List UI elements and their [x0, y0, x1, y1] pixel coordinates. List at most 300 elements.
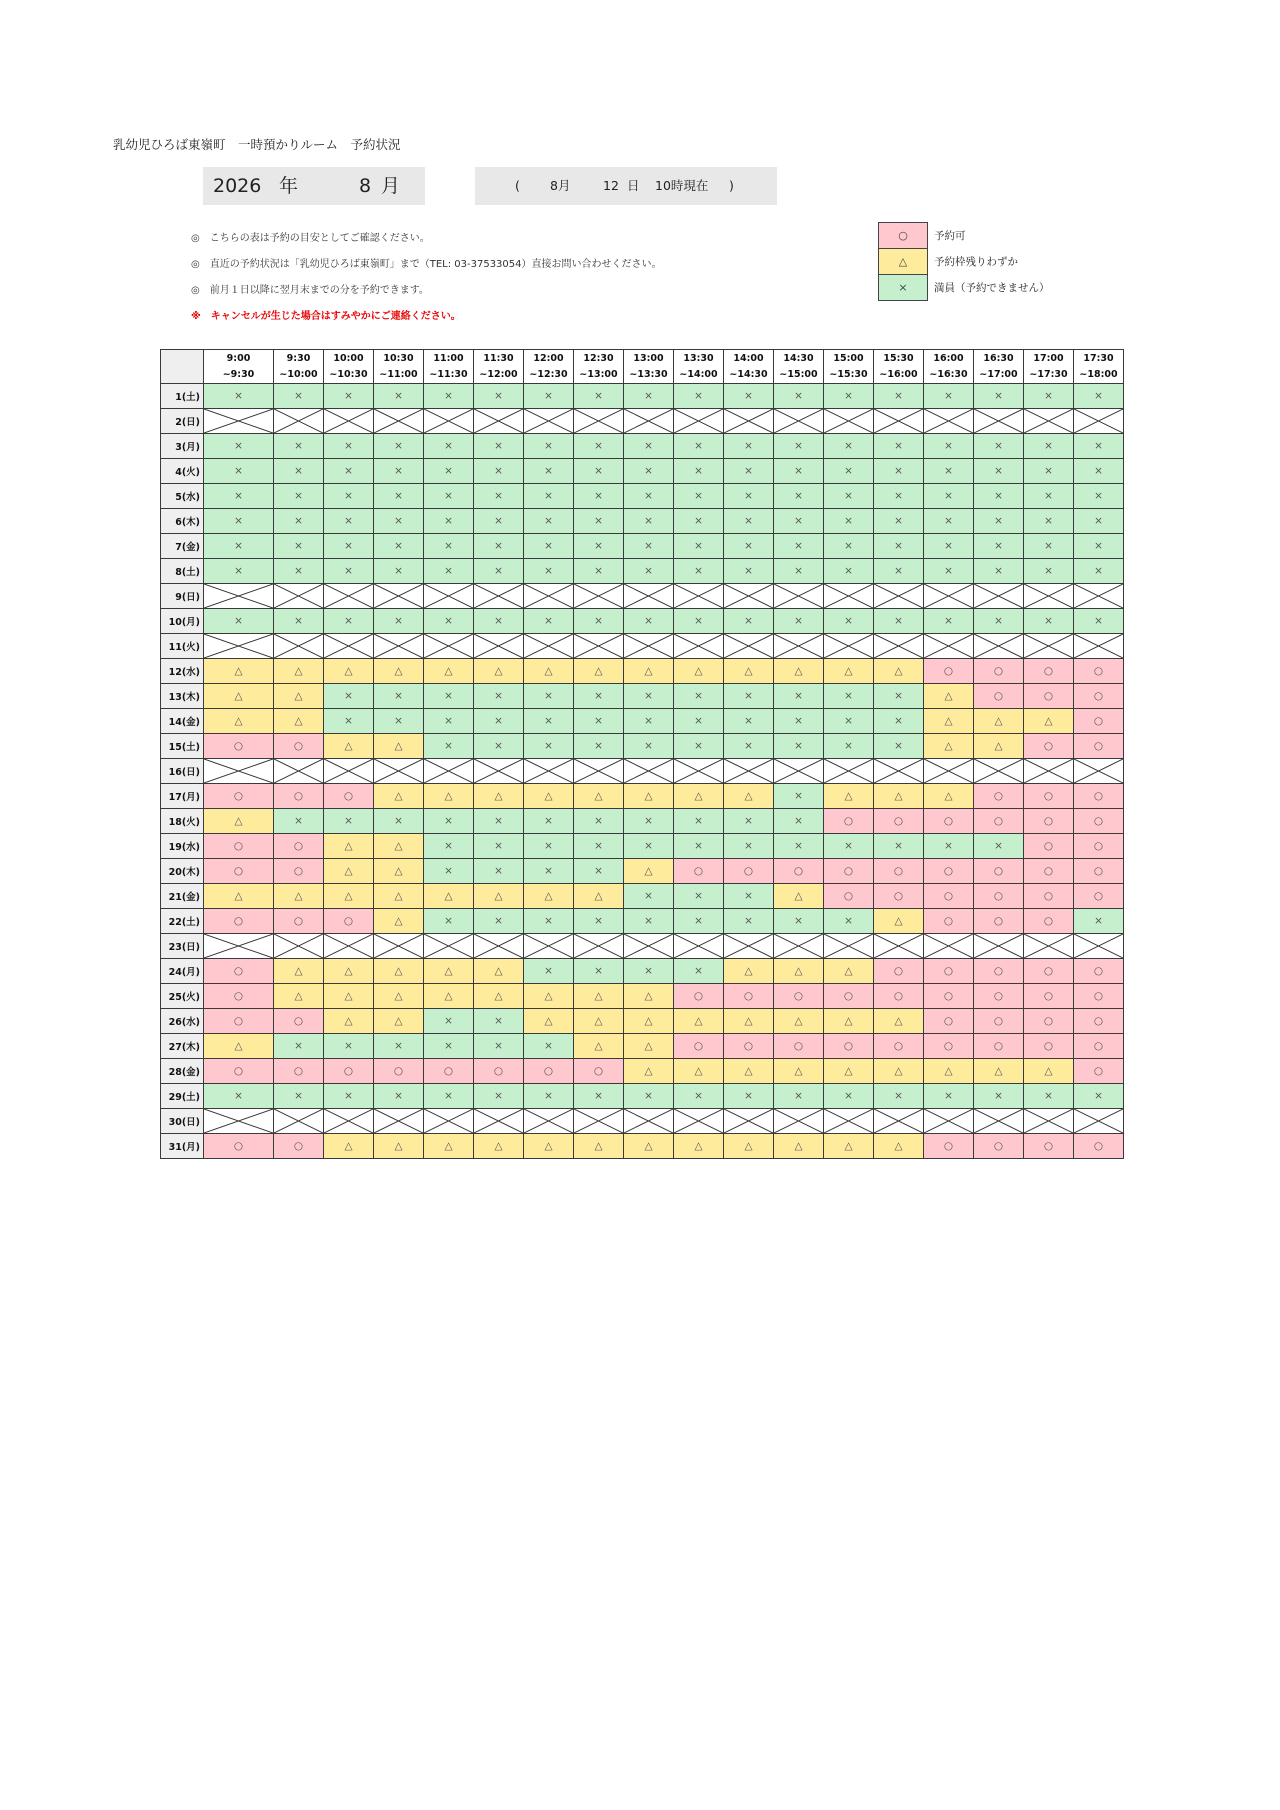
closed-cell [204, 1109, 274, 1134]
day-row [161, 984, 1124, 1009]
status-full: × [624, 484, 674, 509]
time-slot-header [974, 350, 1024, 384]
status-full: × [774, 1084, 824, 1109]
closed-cell [524, 1109, 574, 1134]
status-full: × [674, 609, 724, 634]
status-available: ○ [1024, 809, 1074, 834]
closed-cell [574, 759, 624, 784]
status-full: × [674, 684, 724, 709]
status-full: × [774, 834, 824, 859]
closed-cell [424, 634, 474, 659]
closed-cell [324, 584, 374, 609]
status-few-left: △ [204, 709, 274, 734]
status-available: ○ [204, 834, 274, 859]
status-full: × [774, 809, 824, 834]
status-available: ○ [324, 1059, 374, 1084]
status-few-left: △ [204, 884, 274, 909]
closed-cross-icon [424, 584, 473, 608]
status-full: × [374, 459, 424, 484]
closed-cell [1024, 934, 1074, 959]
closed-cross-icon [274, 584, 323, 608]
status-full: × [424, 684, 474, 709]
closed-cross-icon [274, 409, 323, 433]
status-full: × [204, 559, 274, 584]
status-full: × [274, 509, 324, 534]
note-2: ◎ 直近の予約状況は「乳幼児ひろば東嶺町」まで（TEL: 03-37533054）直接お問い合わせください。 [191, 259, 662, 270]
status-few-left: △ [274, 659, 324, 684]
status-full: × [974, 559, 1024, 584]
status-full: × [474, 709, 524, 734]
status-full: × [874, 834, 924, 859]
time-slot-header [874, 350, 924, 384]
status-full: × [724, 809, 774, 834]
status-available: ○ [924, 909, 974, 934]
slot-start: 16:00 [933, 352, 964, 364]
status-full: × [1074, 909, 1124, 934]
day-row [161, 1084, 1124, 1109]
status-available: ○ [874, 984, 924, 1009]
closed-cross-icon [724, 409, 773, 433]
status-full: × [424, 1009, 474, 1034]
closed-cell [624, 409, 674, 434]
status-full: × [574, 434, 624, 459]
status-full: × [424, 384, 474, 409]
status-few-left: △ [204, 809, 274, 834]
status-full: × [574, 484, 624, 509]
status-full: × [524, 859, 574, 884]
slot-end: ~18:00 [1079, 368, 1118, 380]
closed-cell [524, 584, 574, 609]
status-few-left: △ [474, 784, 524, 809]
day-label: 25(火) [161, 984, 204, 1009]
status-full: × [474, 684, 524, 709]
status-full: × [724, 834, 774, 859]
status-available: ○ [874, 959, 924, 984]
closed-cell [374, 759, 424, 784]
closed-cell [374, 1109, 424, 1134]
status-full: × [1024, 609, 1074, 634]
status-available: ○ [974, 684, 1024, 709]
status-full: × [474, 734, 524, 759]
closed-cross-icon [474, 934, 523, 958]
slot-start: 12:00 [533, 352, 564, 364]
status-full: × [974, 509, 1024, 534]
slot-end: ~10:00 [279, 368, 318, 380]
legend-symbol: × [879, 275, 928, 301]
closed-cell [924, 409, 974, 434]
day-label: 29(土) [161, 1084, 204, 1109]
closed-cross-icon [1074, 584, 1123, 608]
closed-cell [624, 759, 674, 784]
status-available: ○ [924, 1134, 974, 1159]
status-full: × [974, 459, 1024, 484]
status-full: × [274, 1034, 324, 1059]
status-full: × [624, 534, 674, 559]
status-full: × [204, 484, 274, 509]
status-full: × [724, 1084, 774, 1109]
status-few-left: △ [924, 734, 974, 759]
closed-cross-icon [524, 934, 573, 958]
status-available: ○ [774, 984, 824, 1009]
closed-cross-icon [1024, 934, 1073, 958]
status-available: ○ [974, 1134, 1024, 1159]
status-available: ○ [924, 959, 974, 984]
closed-cell [924, 634, 974, 659]
status-full: × [624, 959, 674, 984]
status-available: ○ [474, 1059, 524, 1084]
status-full: × [524, 434, 574, 459]
status-full: × [1024, 534, 1074, 559]
status-full: × [924, 559, 974, 584]
status-full: × [324, 484, 374, 509]
closed-cross-icon [574, 1109, 623, 1133]
status-few-left: △ [474, 984, 524, 1009]
status-few-left: △ [624, 1059, 674, 1084]
status-full: × [824, 434, 874, 459]
status-full: × [624, 884, 674, 909]
status-full: × [1024, 384, 1074, 409]
status-full: × [474, 859, 524, 884]
status-full: × [524, 459, 574, 484]
status-full: × [324, 809, 374, 834]
day-label: 1(土) [161, 384, 204, 409]
closed-cell [474, 634, 524, 659]
day-row [161, 384, 1124, 409]
status-full: × [424, 484, 474, 509]
status-available: ○ [274, 859, 324, 884]
status-full: × [324, 459, 374, 484]
status-few-left: △ [204, 684, 274, 709]
status-full: × [674, 734, 724, 759]
status-few-left: △ [824, 784, 874, 809]
status-few-left: △ [924, 784, 974, 809]
closed-cell [674, 634, 724, 659]
status-few-left: △ [274, 709, 324, 734]
status-full: × [874, 384, 924, 409]
status-few-left: △ [774, 1009, 824, 1034]
status-full: × [374, 534, 424, 559]
status-full: × [574, 559, 624, 584]
status-full: × [774, 384, 824, 409]
closed-cell [374, 584, 424, 609]
status-few-left: △ [924, 1059, 974, 1084]
status-full: × [574, 684, 624, 709]
closed-cell [824, 1109, 874, 1134]
status-full: × [1074, 534, 1124, 559]
status-full: × [824, 559, 874, 584]
closed-cell [204, 634, 274, 659]
status-full: × [1074, 509, 1124, 534]
status-full: × [204, 509, 274, 534]
status-full: × [874, 534, 924, 559]
day-row [161, 634, 1124, 659]
status-full: × [874, 559, 924, 584]
day-row [161, 584, 1124, 609]
closed-cross-icon [674, 634, 723, 658]
slot-end: ~14:00 [679, 368, 718, 380]
status-few-left: △ [424, 884, 474, 909]
status-available: ○ [1024, 1034, 1074, 1059]
day-row [161, 434, 1124, 459]
status-full: × [574, 509, 624, 534]
slot-start: 15:00 [833, 352, 864, 364]
status-available: ○ [274, 784, 324, 809]
status-available: ○ [1024, 1009, 1074, 1034]
status-full: × [1024, 1084, 1074, 1109]
time-slot-header [1074, 350, 1124, 384]
status-full: × [774, 434, 824, 459]
status-few-left: △ [474, 659, 524, 684]
status-few-left: △ [524, 884, 574, 909]
closed-cell [974, 634, 1024, 659]
status-full: × [824, 684, 874, 709]
closed-cell [274, 934, 324, 959]
status-full: × [424, 509, 474, 534]
closed-cell [674, 759, 724, 784]
closed-cell [674, 934, 724, 959]
status-available: ○ [324, 909, 374, 934]
status-full: × [1024, 559, 1074, 584]
day-label: 20(木) [161, 859, 204, 884]
status-full: × [204, 434, 274, 459]
closed-cell [674, 1109, 724, 1134]
time-slot-header [674, 350, 724, 384]
status-few-left: △ [724, 1134, 774, 1159]
slot-end: ~16:00 [879, 368, 918, 380]
status-available: ○ [674, 859, 724, 884]
status-full: × [574, 534, 624, 559]
status-available: ○ [874, 809, 924, 834]
status-few-left: △ [374, 984, 424, 1009]
status-few-left: △ [574, 984, 624, 1009]
closed-cross-icon [824, 584, 873, 608]
status-full: × [874, 509, 924, 534]
status-few-left: △ [874, 1059, 924, 1084]
closed-cross-icon [824, 634, 873, 658]
status-full: × [874, 459, 924, 484]
status-full: × [424, 909, 474, 934]
month-unit: 月 [381, 175, 401, 197]
status-full: × [924, 509, 974, 534]
status-few-left: △ [474, 1134, 524, 1159]
status-full: × [724, 734, 774, 759]
status-full: × [674, 559, 724, 584]
slot-end: ~11:30 [429, 368, 468, 380]
day-row [161, 959, 1124, 984]
status-available: ○ [1074, 659, 1124, 684]
status-full: × [324, 434, 374, 459]
status-full: × [274, 434, 324, 459]
legend-item-full [879, 275, 1050, 301]
status-available: ○ [1074, 884, 1124, 909]
status-available: ○ [824, 809, 874, 834]
closed-cross-icon [1074, 634, 1123, 658]
day-row [161, 759, 1124, 784]
status-full: × [674, 534, 724, 559]
as-of-day: 12 [603, 178, 619, 193]
status-available: ○ [204, 1059, 274, 1084]
time-slot-header [204, 350, 274, 384]
day-label: 31(月) [161, 1134, 204, 1159]
status-full: × [774, 609, 824, 634]
note-3: ◎ 前月１日以降に翌月末までの分を予約できます。 [191, 285, 429, 296]
status-few-left: △ [774, 884, 824, 909]
status-full: × [724, 609, 774, 634]
as-of-month: 8月 [550, 178, 571, 193]
closed-cross-icon [824, 934, 873, 958]
status-few-left: △ [974, 734, 1024, 759]
day-label: 16(日) [161, 759, 204, 784]
closed-cross-icon [274, 634, 323, 658]
status-few-left: △ [524, 1009, 574, 1034]
status-full: × [574, 734, 624, 759]
day-label: 3(月) [161, 434, 204, 459]
status-available: ○ [1074, 1059, 1124, 1084]
slot-start: 10:30 [383, 352, 414, 364]
day-row [161, 909, 1124, 934]
status-full: × [874, 684, 924, 709]
status-available: ○ [1024, 734, 1074, 759]
day-row [161, 1109, 1124, 1134]
slot-end: ~17:00 [979, 368, 1018, 380]
status-full: × [524, 959, 574, 984]
status-full: × [674, 384, 724, 409]
status-available: ○ [1074, 784, 1124, 809]
status-available: ○ [1024, 959, 1074, 984]
day-label: 23(日) [161, 934, 204, 959]
status-full: × [424, 559, 474, 584]
status-full: × [824, 459, 874, 484]
status-few-left: △ [324, 834, 374, 859]
closed-cross-icon [1074, 759, 1123, 783]
day-label: 18(火) [161, 809, 204, 834]
closed-cell [1024, 409, 1074, 434]
status-few-left: △ [374, 659, 424, 684]
status-few-left: △ [574, 884, 624, 909]
status-full: × [574, 1084, 624, 1109]
closed-cross-icon [204, 759, 273, 783]
day-label: 13(木) [161, 684, 204, 709]
status-full: × [624, 559, 674, 584]
slot-start: 11:00 [433, 352, 464, 364]
status-full: × [724, 884, 774, 909]
status-few-left: △ [324, 984, 374, 1009]
closed-cell [974, 934, 1024, 959]
closed-cross-icon [974, 759, 1023, 783]
status-full: × [474, 1034, 524, 1059]
status-few-left: △ [374, 884, 424, 909]
closed-cell [724, 409, 774, 434]
closed-cross-icon [374, 934, 423, 958]
day-row [161, 659, 1124, 684]
slot-start: 11:30 [483, 352, 514, 364]
closed-cross-icon [424, 934, 473, 958]
status-full: × [974, 834, 1024, 859]
time-slot-header [724, 350, 774, 384]
slot-start: 10:00 [333, 352, 364, 364]
closed-cross-icon [204, 409, 273, 433]
status-full: × [474, 609, 524, 634]
status-available: ○ [424, 1059, 474, 1084]
day-label: 8(土) [161, 559, 204, 584]
status-full: × [374, 709, 424, 734]
status-full: × [1074, 1084, 1124, 1109]
status-available: ○ [974, 884, 1024, 909]
status-full: × [824, 1084, 874, 1109]
status-few-left: △ [824, 959, 874, 984]
status-available: ○ [204, 909, 274, 934]
status-full: × [874, 434, 924, 459]
status-full: × [524, 834, 574, 859]
slot-start: 16:30 [983, 352, 1014, 364]
closed-cross-icon [374, 759, 423, 783]
closed-cross-icon [574, 409, 623, 433]
status-full: × [424, 534, 474, 559]
slot-start: 9:00 [226, 352, 251, 364]
status-full: × [524, 484, 574, 509]
status-full: × [524, 384, 574, 409]
header-row [161, 350, 1124, 384]
status-full: × [974, 609, 1024, 634]
status-full: × [624, 834, 674, 859]
status-full: × [674, 484, 724, 509]
day-row [161, 559, 1124, 584]
status-full: × [274, 459, 324, 484]
closed-cell [624, 1109, 674, 1134]
status-few-left: △ [274, 959, 324, 984]
closed-cell [774, 934, 824, 959]
status-full: × [204, 609, 274, 634]
status-available: ○ [874, 859, 924, 884]
status-available: ○ [974, 659, 1024, 684]
slot-start: 17:30 [1083, 352, 1114, 364]
status-few-left: △ [374, 959, 424, 984]
closed-cross-icon [424, 759, 473, 783]
status-full: × [474, 909, 524, 934]
closed-cross-icon [974, 934, 1023, 958]
as-of-day-unit: 日 [627, 178, 640, 193]
closed-cross-icon [624, 1109, 673, 1133]
status-few-left: △ [674, 1134, 724, 1159]
closed-cell [274, 634, 324, 659]
status-full: × [624, 384, 674, 409]
closed-cross-icon [524, 759, 573, 783]
closed-cell [1074, 1109, 1124, 1134]
status-full: × [724, 484, 774, 509]
status-available: ○ [724, 984, 774, 1009]
closed-cell [974, 409, 1024, 434]
status-full: × [674, 509, 724, 534]
status-full: × [924, 609, 974, 634]
closed-cell [774, 409, 824, 434]
status-full: × [574, 909, 624, 934]
time-slot-header [324, 350, 374, 384]
status-full: × [624, 459, 674, 484]
status-few-left: △ [1024, 1059, 1074, 1084]
closed-cross-icon [874, 634, 923, 658]
closed-cell [274, 409, 324, 434]
closed-cross-icon [474, 409, 523, 433]
status-available: ○ [1074, 1134, 1124, 1159]
closed-cross-icon [574, 934, 623, 958]
status-available: ○ [1024, 784, 1074, 809]
closed-cross-icon [274, 1109, 323, 1133]
day-label: 17(月) [161, 784, 204, 809]
closed-cell [874, 634, 924, 659]
status-available: ○ [1074, 1034, 1124, 1059]
time-slot-header [524, 350, 574, 384]
status-full: × [824, 834, 874, 859]
